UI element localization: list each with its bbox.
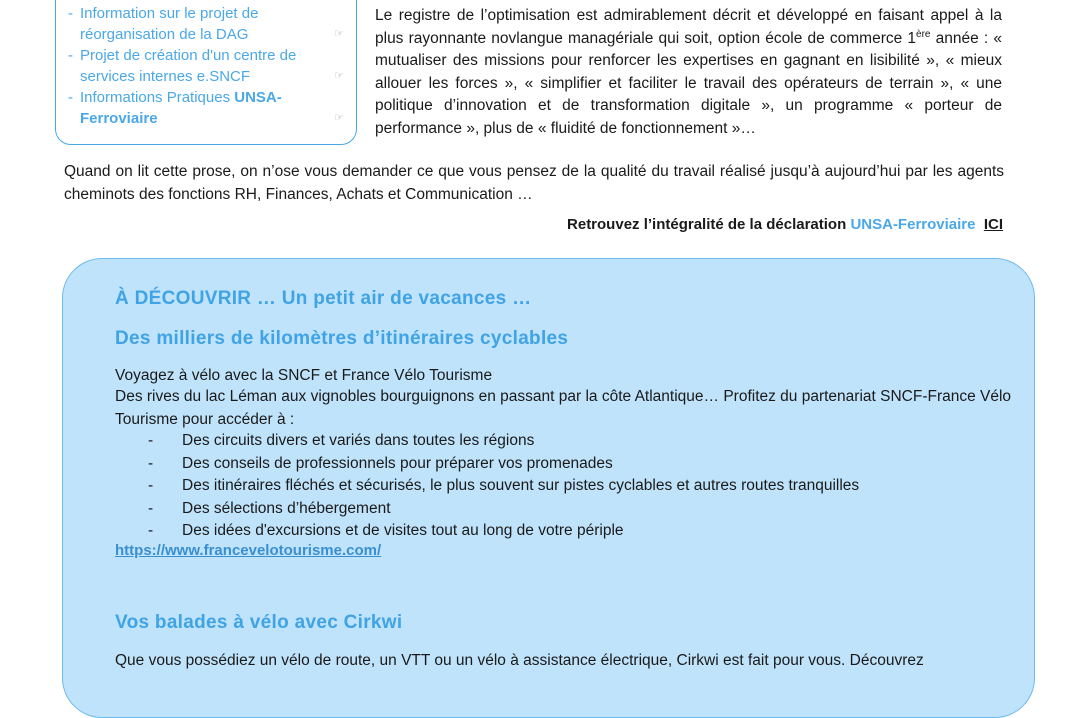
- retrouvez-line: [567, 216, 1003, 233]
- decouvrir-heading: À DÉCOUVRIR … Un petit air de vacances …: [115, 288, 532, 309]
- france-velo-link[interactable]: https://www.francevelotourisme.com/: [115, 542, 382, 559]
- bullet-dash: -: [148, 432, 154, 449]
- retrouvez-prefix: Retrouvez l’intégralité de la déclaration: [567, 216, 851, 233]
- sidebar-item-label: Informations Pratiques: [80, 89, 235, 106]
- list-item: [115, 498, 859, 521]
- sidebar-item-label-bold: UNSA-Ferroviaire: [80, 89, 282, 127]
- cirkwi-heading: Vos balades à vélo avec Cirkwi: [115, 612, 403, 633]
- bullet-dash: -: [148, 499, 154, 517]
- features-list: [115, 430, 859, 543]
- list-item: [115, 475, 859, 498]
- list-item-text: Des sélections d’hébergement: [182, 499, 391, 517]
- bullet-dash: -: [148, 522, 154, 539]
- list-item: [115, 430, 859, 453]
- itineraires-heading: Des milliers de kilomètres d’itinéraires cyclables: [115, 328, 569, 349]
- bullet-dash: -: [68, 89, 73, 106]
- quand-paragraph: Quand on lit cette prose, on n’ose vous demander ce que vous pensez de la qualité du travail réalisé jusqu’à aujourd’hui par les agents cheminots des fonctions RH, Finances, Achats et Communication …: [64, 163, 1004, 203]
- intro-superscript: ère: [916, 28, 931, 40]
- bullet-dash: -: [148, 454, 154, 472]
- bullet-dash: -: [68, 47, 73, 64]
- bullet-dash: -: [68, 5, 73, 22]
- list-item-text: Des itinéraires fléchés et sécurisés, le plus souvent sur pistes cyclables et autres routes tranquilles: [182, 477, 860, 494]
- sidebar-link-list: [56, 0, 356, 129]
- list-item-text: Des conseils de professionnels pour préparer vos promenades: [182, 454, 613, 472]
- intro-text-1: Le registre de l’optimisation est admirablement décrit et développé en faisant appel à la plus rayonnante novlangue managériale qui soit, option école de commerce 1: [375, 7, 1002, 47]
- pointing-hand-icon: ☞: [334, 70, 344, 82]
- rives-paragraph: Des rives du lac Léman aux vignobles bourguignons en passant par la côte Atlantique… Profitez du partenariat SNCF-France Vélo Tourisme pour accéder à :: [115, 388, 1012, 428]
- sidebar-item-infos-pratiques[interactable]: [68, 87, 356, 129]
- sidebar-item-label: Projet de création d'un centre de services internes e.SNCF: [80, 47, 297, 85]
- bullet-dash: -: [148, 477, 154, 494]
- list-item: [115, 520, 859, 543]
- sidebar-links-box: [55, 0, 357, 145]
- list-item-text: Des idées d'excursions et de visites tout au long de votre périple: [182, 522, 624, 539]
- list-item: [115, 453, 859, 476]
- pointing-hand-icon: ☞: [334, 28, 344, 40]
- ici-link[interactable]: ICI: [983, 216, 1003, 233]
- sidebar-item-label: Information sur le projet de réorganisation de la DAG: [80, 5, 259, 43]
- pointing-hand-icon: ☞: [334, 112, 344, 124]
- intro-text-2: année : « mutualiser des missions pour renforcer les expertises en gagnant en lisibilité », « mieux allouer les forces », « simplifier et faciliter le travail des opérateurs de terrain », « une politique d’innovation et de transformation digitale », un programme « porteur de performance », plus de « fluidité de fonctionnement »…: [375, 29, 1002, 137]
- voyagez-line: Voyagez à vélo avec la SNCF et France Vélo Tourisme: [115, 367, 493, 384]
- sidebar-item-centre-services[interactable]: [68, 45, 356, 87]
- cirkwi-paragraph: Que vous possédiez un vélo de route, un VTT ou un vélo à assistance électrique, Cirkwi est fait pour vous. Découvrez: [115, 652, 924, 669]
- list-item-text: Des circuits divers et variés dans toutes les régions: [182, 432, 535, 449]
- intro-paragraph: [375, 5, 1002, 140]
- retrouvez-org: UNSA-Ferroviaire: [850, 216, 976, 233]
- sidebar-item-reorganisation-dag[interactable]: [68, 3, 356, 45]
